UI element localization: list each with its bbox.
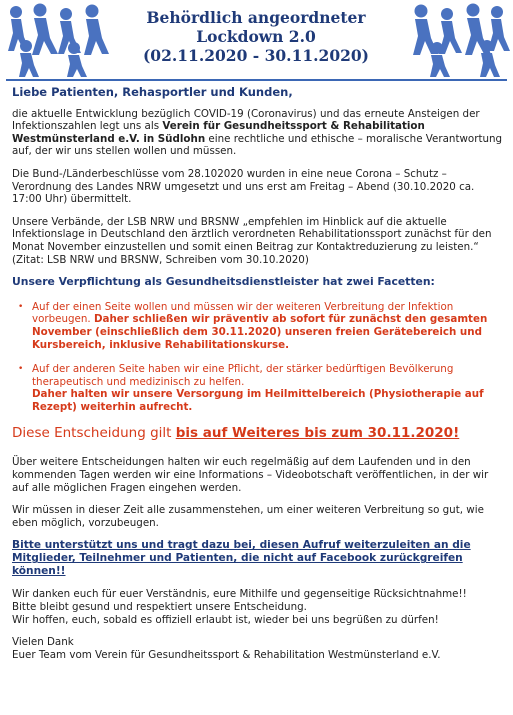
- decision-prefix: Diese Entscheidung gilt: [12, 425, 176, 442]
- decision-deadline: bis auf Weiteres bis zum 30.11.2020!: [175, 425, 460, 442]
- bullet-icon: •: [18, 301, 24, 312]
- thanks-line-1: Wir danken euch für euer Verständnis, eure Mithilfe und gegenseitige Rücksichtnahme!!: [12, 588, 467, 601]
- closing-signature: [12, 636, 504, 661]
- facet-text: Auf der einen Seite wollen und müssen wir der weiteren Verbreitung der Infektion vorbeugen.: [32, 300, 454, 326]
- header-banner: [0, 0, 513, 78]
- bullet-icon: •: [18, 364, 24, 375]
- thanks-paragraph: [12, 588, 504, 626]
- info-paragraph: Über weitere Entscheidungen halten wir euch regelmäßig auf dem Laufenden und in den kommenden Tagen werden wir eine Informations – Videobotschaft veröffentlichen, in der wir auf alle möglichen Fragen eingehen werden.: [12, 456, 489, 494]
- share-appeal: Bitte unterstützt uns und tragt dazu bei, diesen Aufruf weiterzuleiten an die Mitglieder, Teilnehmer und Patienten, die nicht auf Facebook zurückgreifen können!!: [12, 539, 471, 578]
- thanks-line-2: Bitte bleibt gesund und respektiert unsere Entscheidung.: [12, 601, 307, 614]
- facet-text: Auf der anderen Seite haben wir eine Pflicht, der stärker bedürftigen Bevölkerung therapeutisch und medizinisch zu helfen.: [32, 363, 454, 388]
- title-line-1: Behördlich angeordneter: [146, 8, 366, 27]
- running-figures-illustration-right: [393, 2, 511, 78]
- running-figures-illustration-left: [2, 2, 120, 78]
- list-item: [18, 300, 504, 351]
- decision-statement: [12, 425, 504, 442]
- facet-bold-text: Daher schließen wir präventiv ab sofort für zunächst den gesamten November (einschließlich dem 30.11.2020) unseren freien Gerätebereich und Kursbereich, inklusive Rehabilitationskurse.: [32, 313, 488, 351]
- header-divider: [6, 79, 507, 81]
- closing-line-2: Euer Team vom Verein für Gesundheitssport & Rehabilitation Westmünsterland e.V.: [12, 648, 441, 661]
- page-title: [120, 8, 392, 65]
- letter-body: [12, 86, 504, 671]
- list-item: [18, 363, 504, 413]
- intro-paragraph: [12, 108, 504, 158]
- intro-text-2: eine rechtliche und ethische – moralische Verantwortung auf, der wir uns stellen wollen und müssen.: [12, 132, 503, 158]
- decisions-paragraph: Die Bund-/Länderbeschlüsse vom 28.102020 wurden in eine neue Corona – Schutz – Verordnung des Landes NRW umgesetzt und uns erst am Freitag – Abend (30.10.2020 ca. 17:00 Uhr) übermittelt.: [12, 167, 475, 206]
- thanks-line-3: Wir hoffen, euch, sobald es offiziell erlaubt ist, wieder bei uns begrüßen zu dürfen!: [12, 613, 439, 626]
- closing-line-1: Vielen Dank: [12, 636, 74, 649]
- title-line-3: (02.11.2020 - 30.11.2020): [142, 46, 370, 65]
- facet-bold-text: Daher halten wir unsere Versorgung im Heilmittelbereich (Physiotherapie auf Rezept) weiterhin aufrecht.: [32, 388, 484, 413]
- facets-heading: Unsere Verpflichtung als Gesundheitsdienstleister hat zwei Facetten:: [12, 275, 435, 289]
- together-paragraph: Wir müssen in dieser Zeit alle zusammenstehen, um einer weiteren Verbreitung so gut, wie eben möglich, vorzubeugen.: [12, 504, 484, 529]
- associations-paragraph: Unsere Verbände, der LSB NRW und BRSNW „empfehlen im Hinblick auf die aktuelle Infektionslage in Deutschland den ärztlich verordneten Rehabilitationssport zunächst für den Monat November einzustellen und somit einen Beitrag zur Kontaktreduzierung zu leisten.“ (Zitat: LSB NRW und BRSNW, Schreiben vom 30.10.2020): [12, 215, 492, 266]
- association-name: Verein für Gesundheitssport & Rehabilitation Westmünsterland e.V. in Südlohn: [12, 120, 425, 145]
- title-line-2: Lockdown 2.0: [196, 27, 316, 46]
- intro-text-1: die aktuelle Entwicklung bezüglich COVID-19 (Coronavirus) und das erneute Ansteigen der Infektionszahlen legt uns als: [12, 107, 480, 133]
- greeting: Liebe Patienten, Rehasportler und Kunden,: [12, 85, 293, 99]
- facets-list: [12, 301, 504, 414]
